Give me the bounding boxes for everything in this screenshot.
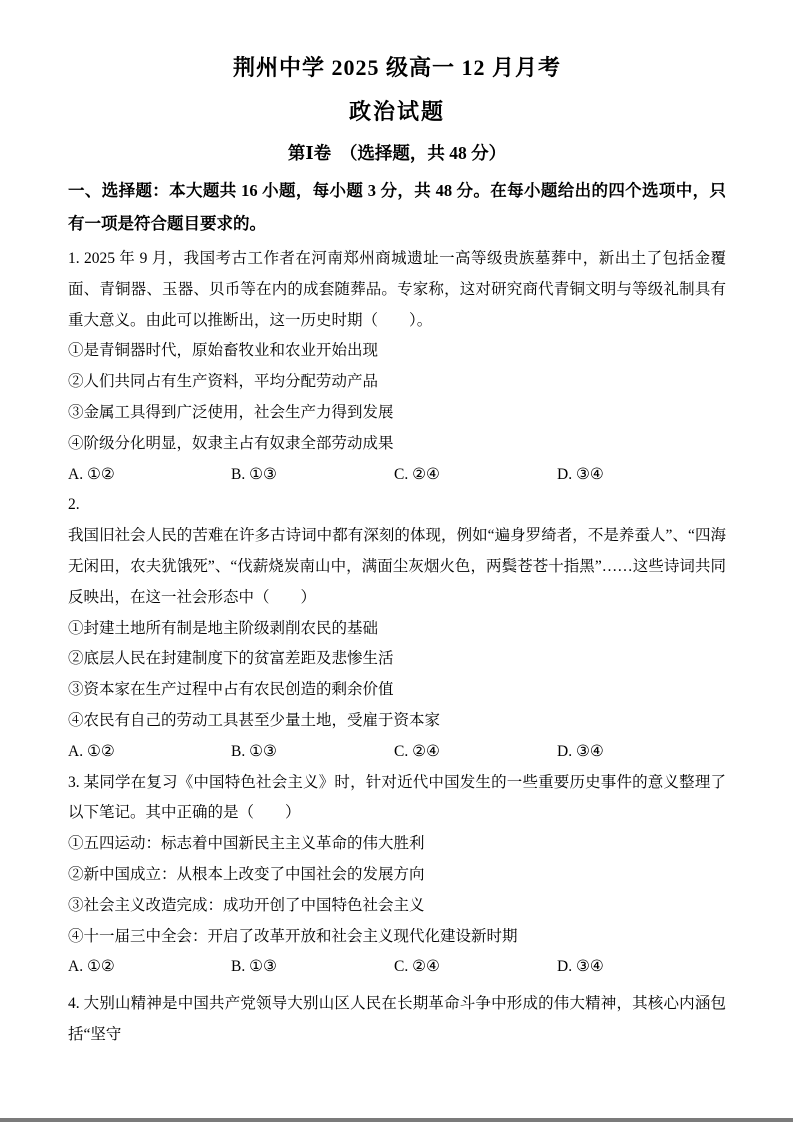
page-title: 荆州中学 2025 级高一 12 月月考 [232, 55, 561, 80]
question-3-option-3: ③社会主义改造完成：成功开创了中国特色社会主义 [68, 896, 425, 914]
question-4-stem: 4. 大别山精神是中国共产党领导大别山区人民在长期革命斗争中形成的伟大精神，其核心内涵包括“坚守 [68, 995, 726, 1043]
question-3-option-4: ④十一届三中全会：开启了改革开放和社会主义现代化建设新时期 [68, 927, 518, 945]
question-2-choice-c: C. ②④ [394, 742, 440, 760]
question-3-choice-d: D. ③④ [557, 958, 604, 976]
question-2-option-2: ②底层人民在封建制度下的贫富差距及悲惨生活 [68, 650, 394, 668]
question-4 [68, 989, 726, 1051]
question-2-option-1: ①封建土地所有制是地主阶级剥削农民的基础 [68, 619, 379, 637]
question-1-choice-b: B. ①③ [231, 465, 277, 483]
question-3-choice-b: B. ①③ [231, 958, 277, 976]
question-3-option-2: ②新中国成立：从根本上改变了中国社会的发展方向 [68, 865, 425, 883]
question-2-choice-d: D. ③④ [557, 742, 604, 760]
question-3-option-1: ①五四运动：标志着中国新民主主义革命的伟大胜利 [68, 835, 425, 853]
question-1-option-1: ①是青铜器时代，原始畜牧业和农业开始出现 [68, 342, 379, 360]
question-2-choice-b: B. ①③ [231, 742, 277, 760]
page-bottom-edge [0, 1118, 793, 1122]
question-1-choice-row [68, 460, 726, 491]
question-2-option-3: ③资本家在生产过程中占有农民创造的剩余价值 [68, 681, 394, 699]
page-subtitle: 政治试题 [348, 99, 445, 124]
question-3-choice-a: A. ①② [68, 958, 115, 976]
question-1-choice-d: D. ③④ [557, 465, 604, 483]
question-2-choice-row [68, 737, 726, 768]
question-3-choice-row [68, 952, 726, 983]
question-1-option-3: ③金属工具得到广泛使用，社会生产力得到发展 [68, 403, 394, 421]
question-1-option-4: ④阶级分化明显，奴隶主占有奴隶全部劳动成果 [68, 434, 394, 452]
question-1-choice-c: C. ②④ [394, 465, 440, 483]
question-1-choice-a: A. ①② [68, 465, 115, 483]
section-instructions: 一、选择题：本大题共 16 小题，每小题 3 分，共 48 分。在每小题给出的四个选项中，只有一项是符合题目要求的。 [68, 181, 726, 233]
question-2-stem: 我国旧社会人民的苦难在许多古诗词中都有深刻的体现，例如“遍身罗绮者，不是养蚕人”、“四海无闲田，农夫犹饿死”、“伐薪烧炭南山中，满面尘灰烟火色，两鬓苍苍十指黑”……这些诗词共同反映出，在这一社会形态中（ ） [68, 527, 726, 606]
question-2-option-4: ④农民有自己的劳动工具甚至少量土地，受雇于资本家 [68, 711, 441, 729]
question-1-option-2: ②人们共同占有生产资料，平均分配劳动产品 [68, 373, 379, 391]
question-3-choice-c: C. ②④ [394, 958, 440, 976]
question-3-stem: 3. 某同学在复习《中国特色社会主义》时，针对近代中国发生的一些重要历史事件的意义整理了以下笔记。其中正确的是（ ） [68, 773, 726, 822]
question-2 [68, 490, 726, 767]
section-heading: 第Ⅰ卷 （选择题，共 48 分） [287, 143, 507, 163]
question-1-stem: 1. 2025 年 9 月，我国考古工作者在河南郑州商城遗址一高等级贵族墓葬中，新出土了包括金覆面、青铜器、玉器、贝币等在内的成套随葬品。专家称，这对研究商代青铜文明与等级礼制具有重大意义。由此可以推断出，这一历史时期（ ）。 [68, 250, 726, 329]
question-3 [68, 768, 726, 984]
question-2-choice-a: A. ①② [68, 742, 115, 760]
question-1 [68, 244, 726, 490]
question-2-number: 2. [68, 496, 80, 514]
